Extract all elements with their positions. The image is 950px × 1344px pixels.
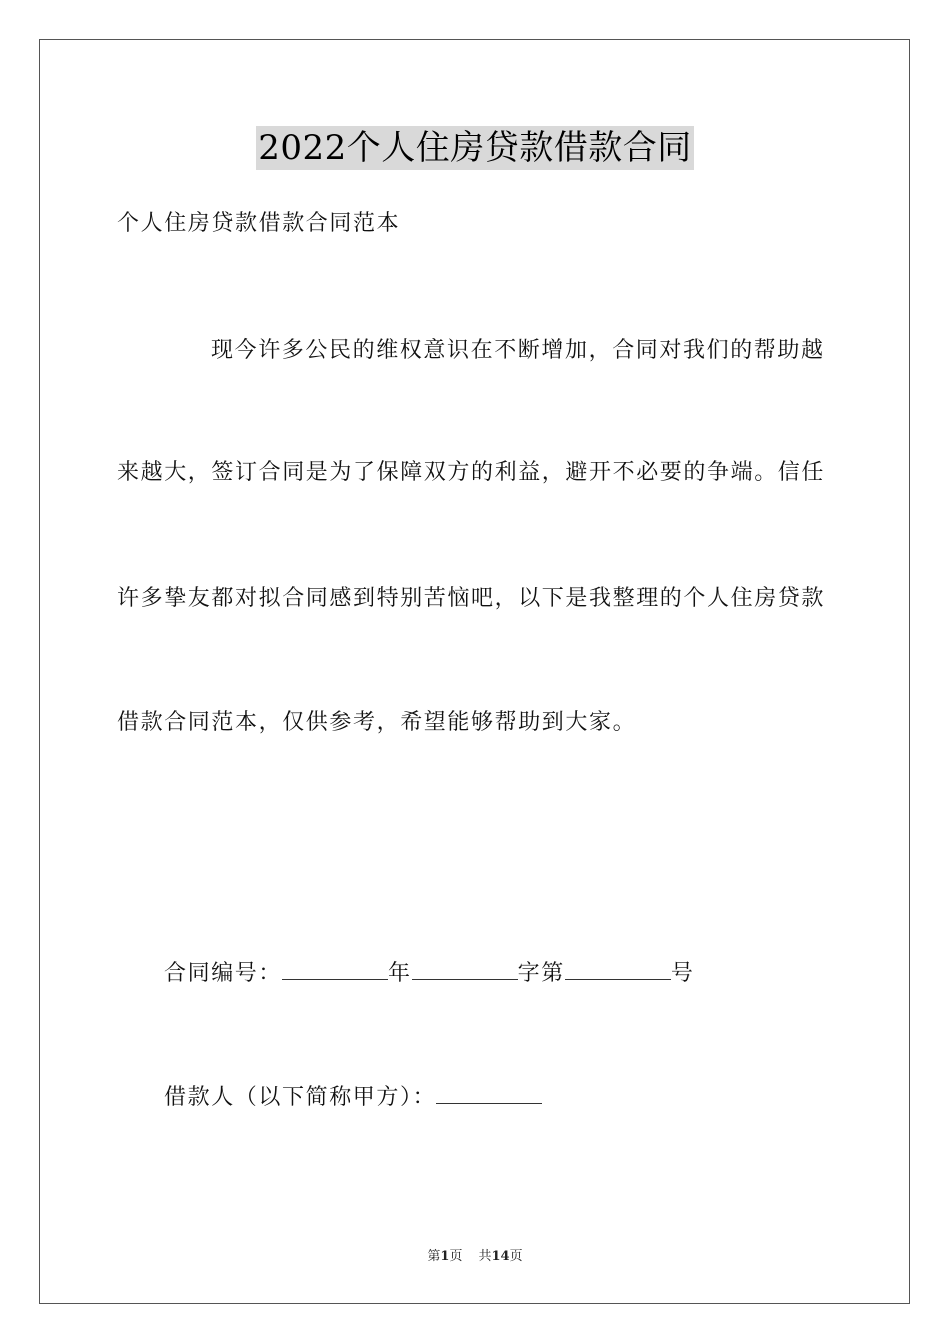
document-title-container bbox=[0, 126, 950, 170]
document-title: 2022个人住房贷款借款合同 bbox=[258, 128, 692, 168]
footer-total-prefix: 共 bbox=[478, 1249, 492, 1264]
paragraph-line: 许多挚友都对拟合同感到特别苦恼吧，以下是我整理的个人住房贷款 bbox=[117, 586, 826, 611]
contract-number-suffix: 号 bbox=[670, 961, 695, 986]
paragraph-line: 借款合同范本，仅供参考，希望能够帮助到大家。 bbox=[117, 710, 637, 735]
footer-page-prefix: 第 bbox=[427, 1249, 441, 1264]
paragraph-line: 现今许多公民的维权意识在不断增加，合同对我们的帮助越 bbox=[211, 338, 825, 363]
footer-page-current: 1 bbox=[440, 1249, 450, 1264]
contract-number-label: 合同编号： bbox=[164, 961, 283, 986]
footer-total-suffix: 页 bbox=[509, 1249, 523, 1264]
borrower-blank bbox=[436, 1081, 542, 1104]
borrower-label: 借款人（以下简称甲方）： bbox=[164, 1085, 437, 1110]
footer-page-suffix: 页 bbox=[449, 1249, 463, 1264]
contract-char-suffix: 字第 bbox=[517, 961, 565, 986]
contract-year-suffix: 年 bbox=[388, 961, 412, 986]
contract-number-blank bbox=[565, 957, 671, 980]
contract-year-blank bbox=[282, 957, 388, 980]
contract-number-line bbox=[164, 957, 694, 989]
paragraph-line: 来越大，签订合同是为了保障双方的利益，避开不必要的争端。信任 bbox=[117, 460, 826, 485]
contract-char-blank bbox=[412, 957, 518, 980]
borrower-line bbox=[164, 1081, 542, 1113]
document-subtitle: 个人住房贷款借款合同范本 bbox=[117, 211, 401, 236]
page-footer bbox=[0, 1248, 950, 1266]
footer-page-total: 14 bbox=[491, 1249, 510, 1264]
